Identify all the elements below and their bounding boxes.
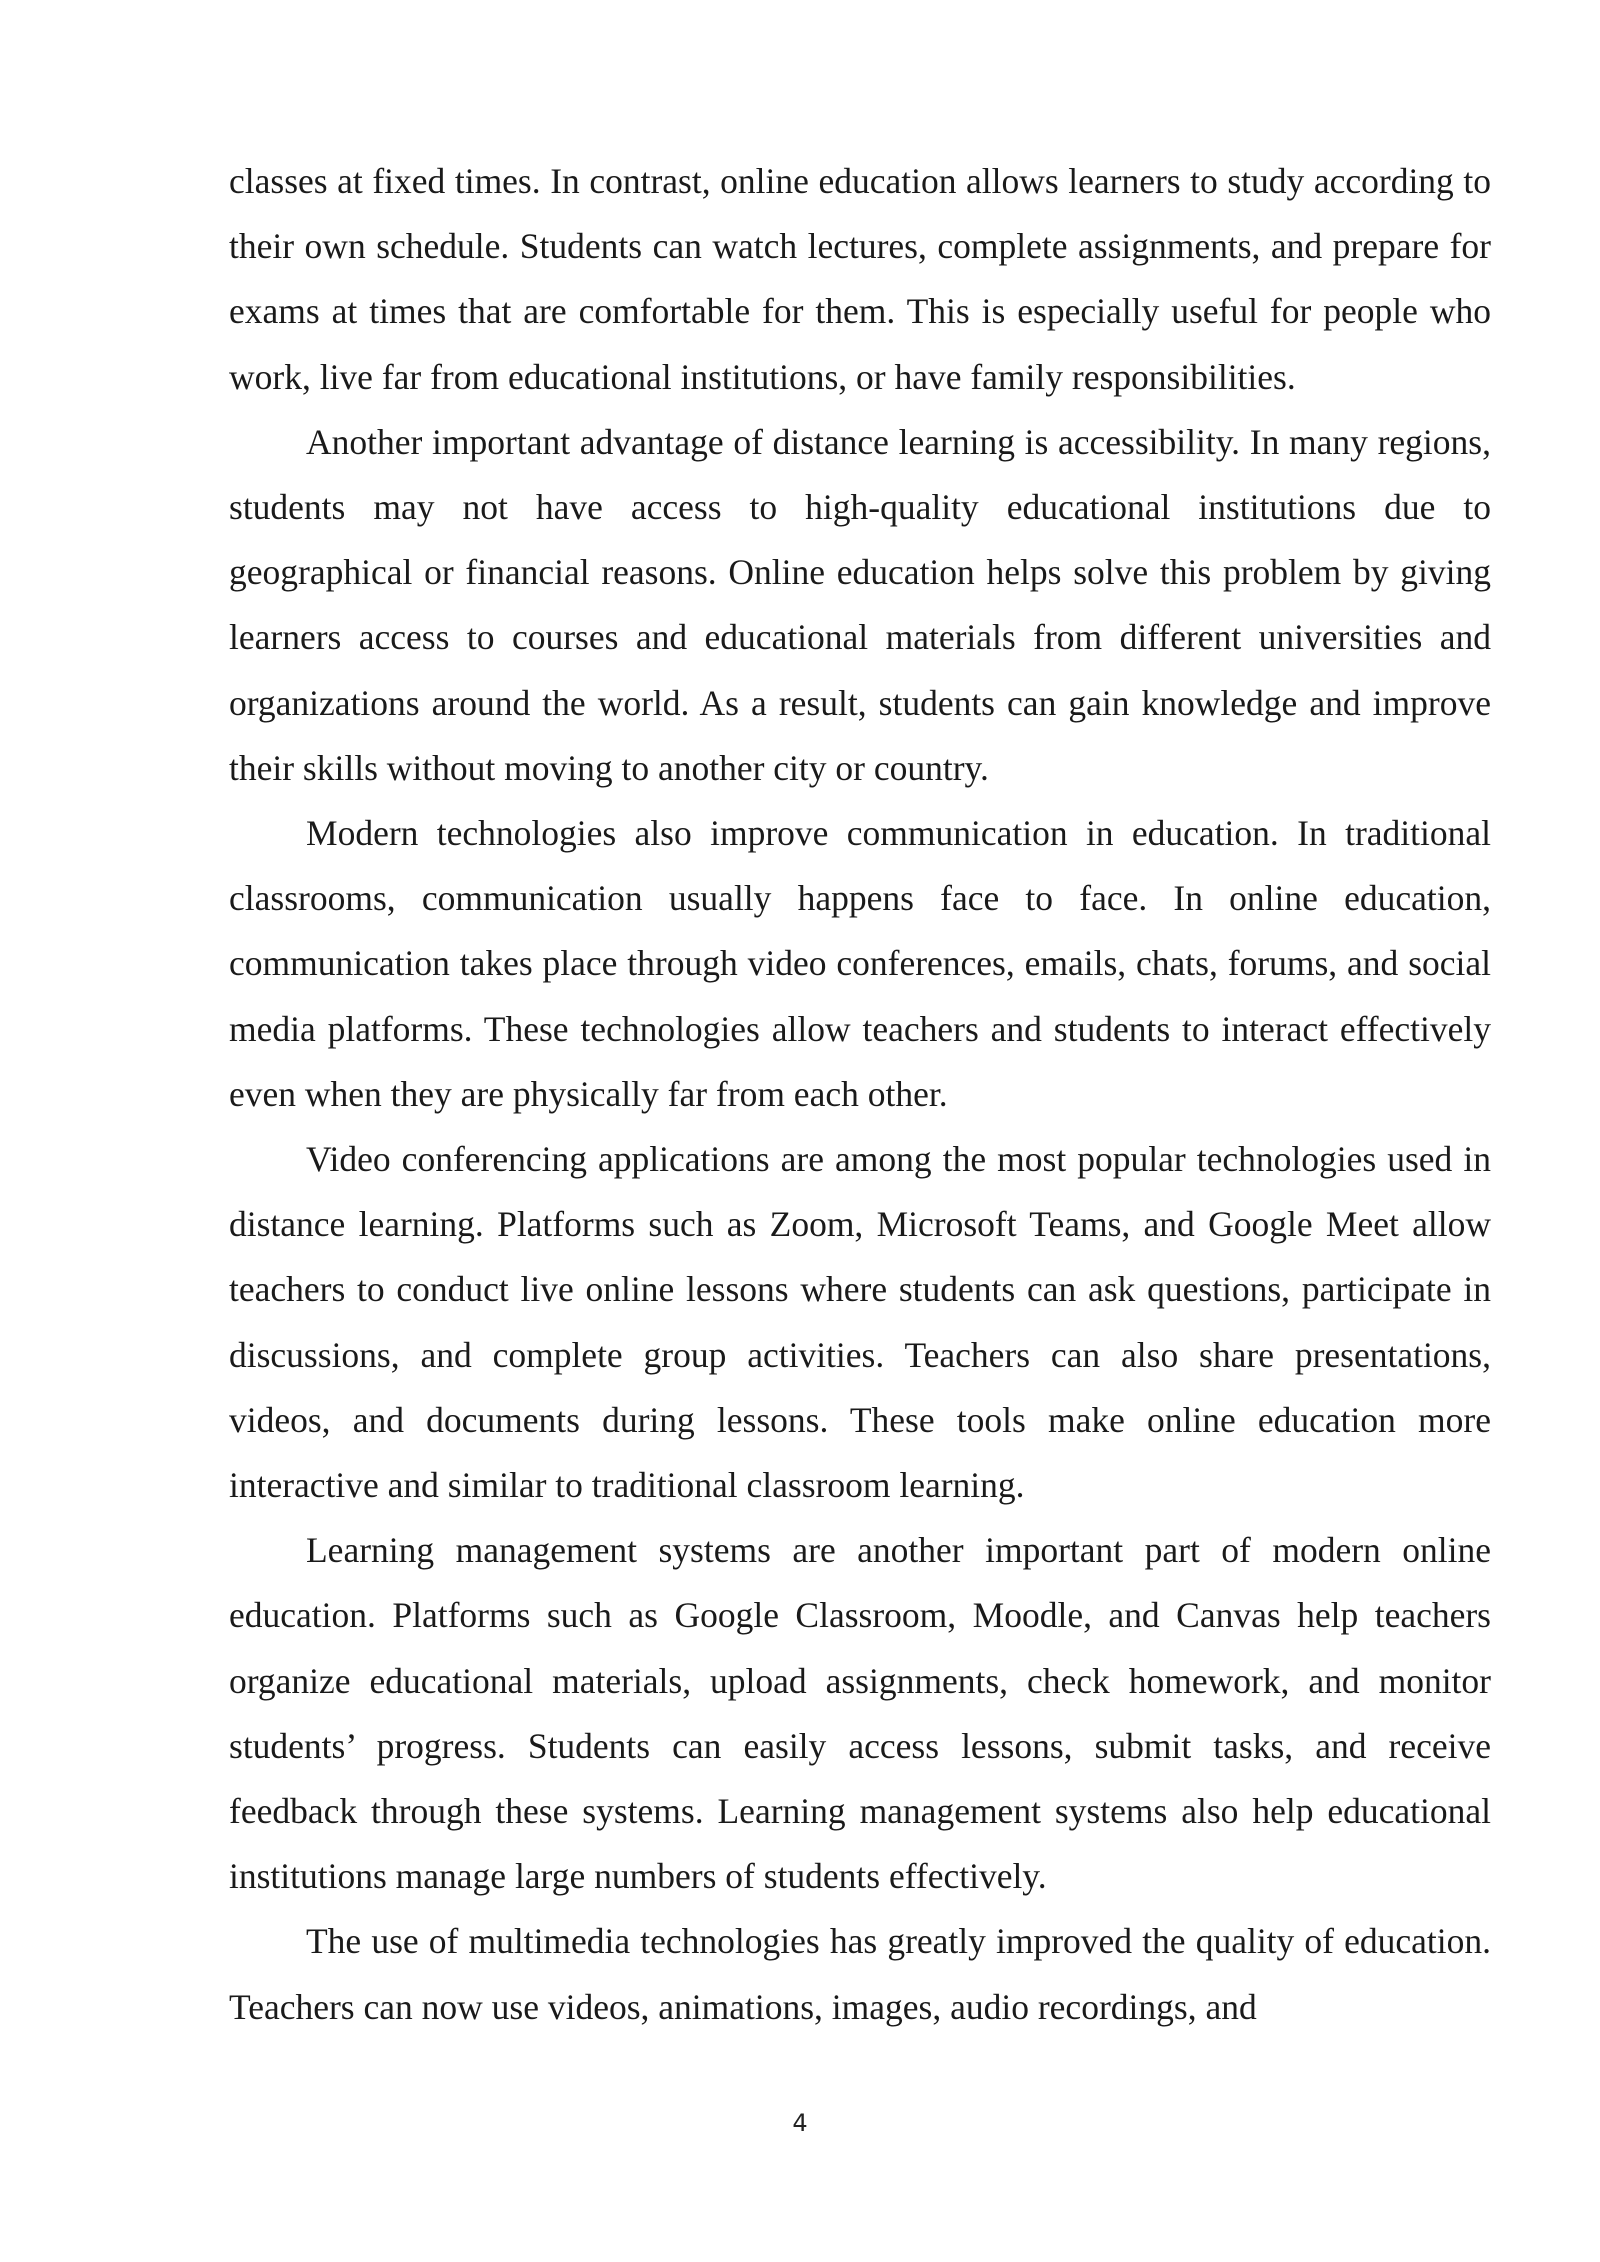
body-text xyxy=(229,149,1491,2040)
paragraph-communication: Modern technologies also improve communication in education. In traditional classrooms, communication usually happens face to face. In online education, communication takes place through video conferences, emails, chats, forums, and social media platforms. These technologies allow teachers and students to interact effectively even when they are physically far from each other. xyxy=(229,813,1491,1114)
paragraph-learning-management: Learning management systems are another important part of modern online education. Platforms such as Google Classroom, Moodle, and Canvas help teachers organize educational materials, upload assignments, check homework, and monitor students’ progress. Students can easily access lessons, submit tasks, and receive feedback through these systems. Learning management systems also help educational institutions manage large numbers of students effectively. xyxy=(229,1530,1491,1897)
page-number: 4 xyxy=(792,2109,808,2137)
paragraph-video-conferencing: Video conferencing applications are among the most popular technologies used in distance learning. Platforms such as Zoom, Microsoft Teams, and Google Meet allow teachers to conduct live online lessons where students can ask questions, participate in discussions, and complete group activities. Teachers can also share presentations, videos, and documents during lessons. These tools make online education more interactive and similar to traditional classroom learning. xyxy=(229,1139,1491,1506)
paragraph-accessibility: Another important advantage of distance learning is accessibility. In many regions, students may not have access to high-quality educational institutions due to geographical or financial reasons. Online education helps solve this problem by giving learners access to courses and educational materials from different universities and organizations around the world. As a result, students can gain knowledge and improve their skills without moving to another city or country. xyxy=(229,421,1491,788)
paragraph-multimedia: The use of multimedia technologies has greatly improved the quality of education. Teachers can now use videos, animations, images, audio recordings, and xyxy=(229,1921,1491,2027)
paragraph-continuation: classes at fixed times. In contrast, online education allows learners to study according to their own schedule. Students can watch lectures, complete assignments, and prepare for exams at times that are comfortable for them. This is especially useful for people who work, live far from educational institutions, or have family responsibilities. xyxy=(229,161,1491,397)
